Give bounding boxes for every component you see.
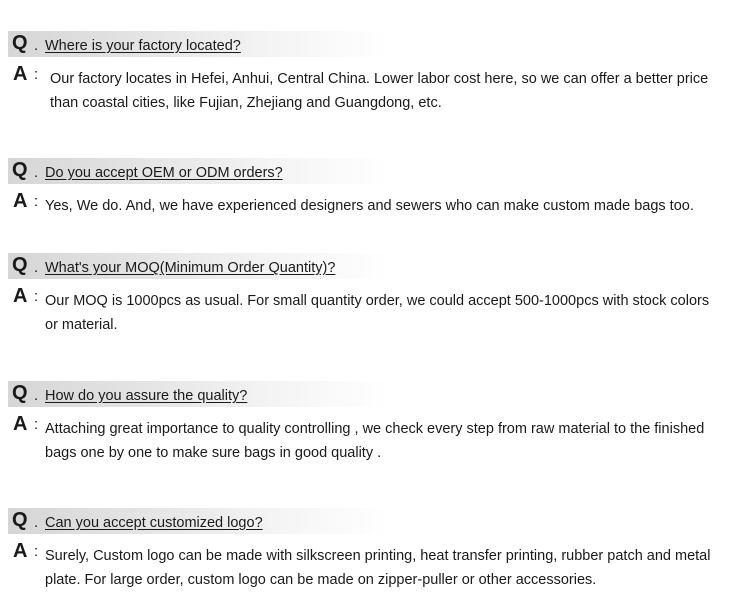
answer-text: Our factory locates in Hefei, Anhui, Central China. Lower labor cost here, so we can offer a better price than coastal cities, like Fujian, Zhejiang and Guangdong, etc. bbox=[50, 71, 709, 111]
question-marker: Q bbox=[12, 32, 28, 54]
question-text: Where is your factory located? bbox=[45, 38, 241, 54]
question-marker: Q bbox=[12, 382, 28, 404]
answer-separator: : bbox=[34, 416, 39, 433]
answer-separator: : bbox=[34, 288, 39, 305]
answer-separator: : bbox=[34, 66, 39, 83]
answer-text: Our MOQ is 1000pcs as usual. For small quantity order, we could accept 500-1000pcs with stock colors or material. bbox=[45, 293, 710, 333]
answer-text: Attaching great importance to quality controlling , we check every step from raw material to the finished bags one by one to make sure bags in good quality . bbox=[45, 421, 705, 461]
question-separator: . bbox=[34, 514, 39, 531]
answer-text: Yes, We do. And, we have experienced designers and sewers who can make custom made bags too. bbox=[45, 198, 694, 214]
answer-marker: A bbox=[13, 63, 28, 85]
question-text: Can you accept customized logo? bbox=[45, 515, 263, 531]
faq-item bbox=[0, 253, 750, 333]
question-text: How do you assure the quality? bbox=[45, 388, 248, 404]
faq-item bbox=[0, 508, 750, 588]
question-separator: . bbox=[34, 259, 39, 276]
question-row bbox=[0, 508, 750, 534]
answer-separator: : bbox=[34, 193, 39, 210]
answer-separator: : bbox=[34, 543, 39, 560]
question-marker: Q bbox=[12, 509, 28, 531]
question-separator: . bbox=[34, 37, 39, 54]
question-row bbox=[0, 381, 750, 407]
answer-marker: A bbox=[13, 540, 28, 562]
question-row bbox=[0, 253, 750, 279]
question-marker: Q bbox=[12, 159, 28, 181]
question-row bbox=[0, 31, 750, 57]
faq-item bbox=[0, 381, 750, 461]
answer-text: Surely, Custom logo can be made with silkscreen printing, heat transfer printing, rubber patch and metal plate. For large order, custom logo can be made on zipper-puller or other accessories. bbox=[45, 548, 711, 588]
answer-marker: A bbox=[13, 190, 28, 212]
question-separator: . bbox=[34, 164, 39, 181]
answer-marker: A bbox=[13, 413, 28, 435]
question-text: What's your MOQ(Minimum Order Quantity)? bbox=[45, 260, 336, 276]
question-marker: Q bbox=[12, 254, 28, 276]
question-text: Do you accept OEM or ODM orders? bbox=[45, 165, 283, 181]
question-separator: . bbox=[34, 387, 39, 404]
faq-item bbox=[0, 31, 750, 111]
faq-item bbox=[0, 158, 750, 214]
answer-marker: A bbox=[13, 285, 28, 307]
question-row bbox=[0, 158, 750, 184]
